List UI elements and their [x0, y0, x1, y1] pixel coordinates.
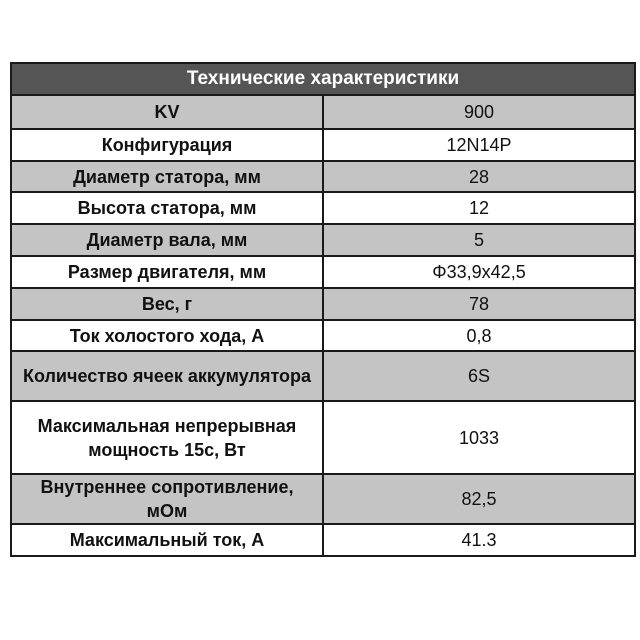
table-row [11, 401, 635, 474]
table-row [11, 95, 635, 129]
spec-value: 41.3 [323, 524, 635, 556]
spec-label: Максимальный ток, А [11, 524, 323, 556]
table-row [11, 161, 635, 192]
spec-label: Ток холостого хода, А [11, 320, 323, 351]
table-header-row [11, 63, 635, 95]
table-row [11, 192, 635, 224]
spec-value: 900 [323, 95, 635, 129]
spec-value: 12 [323, 192, 635, 224]
spec-label: Диаметр вала, мм [11, 224, 323, 256]
spec-label: Количество ячеек аккумулятора [11, 351, 323, 401]
spec-value: 0,8 [323, 320, 635, 351]
table-row [11, 474, 635, 524]
spec-label: Размер двигателя, мм [11, 256, 323, 288]
spec-value: 78 [323, 288, 635, 320]
table-row [11, 320, 635, 351]
spec-value: 6S [323, 351, 635, 401]
spec-value: 28 [323, 161, 635, 192]
spec-label: Диаметр статора, мм [11, 161, 323, 192]
spec-value: 5 [323, 224, 635, 256]
spec-value: 1033 [323, 401, 635, 474]
spec-value: 82,5 [323, 474, 635, 524]
table-row [11, 288, 635, 320]
table-row [11, 129, 635, 161]
spec-value: 12N14P [323, 129, 635, 161]
table-row [11, 524, 635, 556]
table-row [11, 256, 635, 288]
spec-label: Конфигурация [11, 129, 323, 161]
table-row [11, 351, 635, 401]
spec-value: Φ33,9x42,5 [323, 256, 635, 288]
table-title: Технические характеристики [11, 63, 635, 95]
spec-label: Вес, г [11, 288, 323, 320]
table-row [11, 224, 635, 256]
spec-label: Внутреннее сопротивление, мОм [11, 474, 323, 524]
table-body [11, 95, 635, 556]
specifications-table [10, 62, 636, 557]
spec-label: Максимальная непрерывная мощность 15с, Вт [11, 401, 323, 474]
spec-label: KV [11, 95, 323, 129]
spec-label: Высота статора, мм [11, 192, 323, 224]
